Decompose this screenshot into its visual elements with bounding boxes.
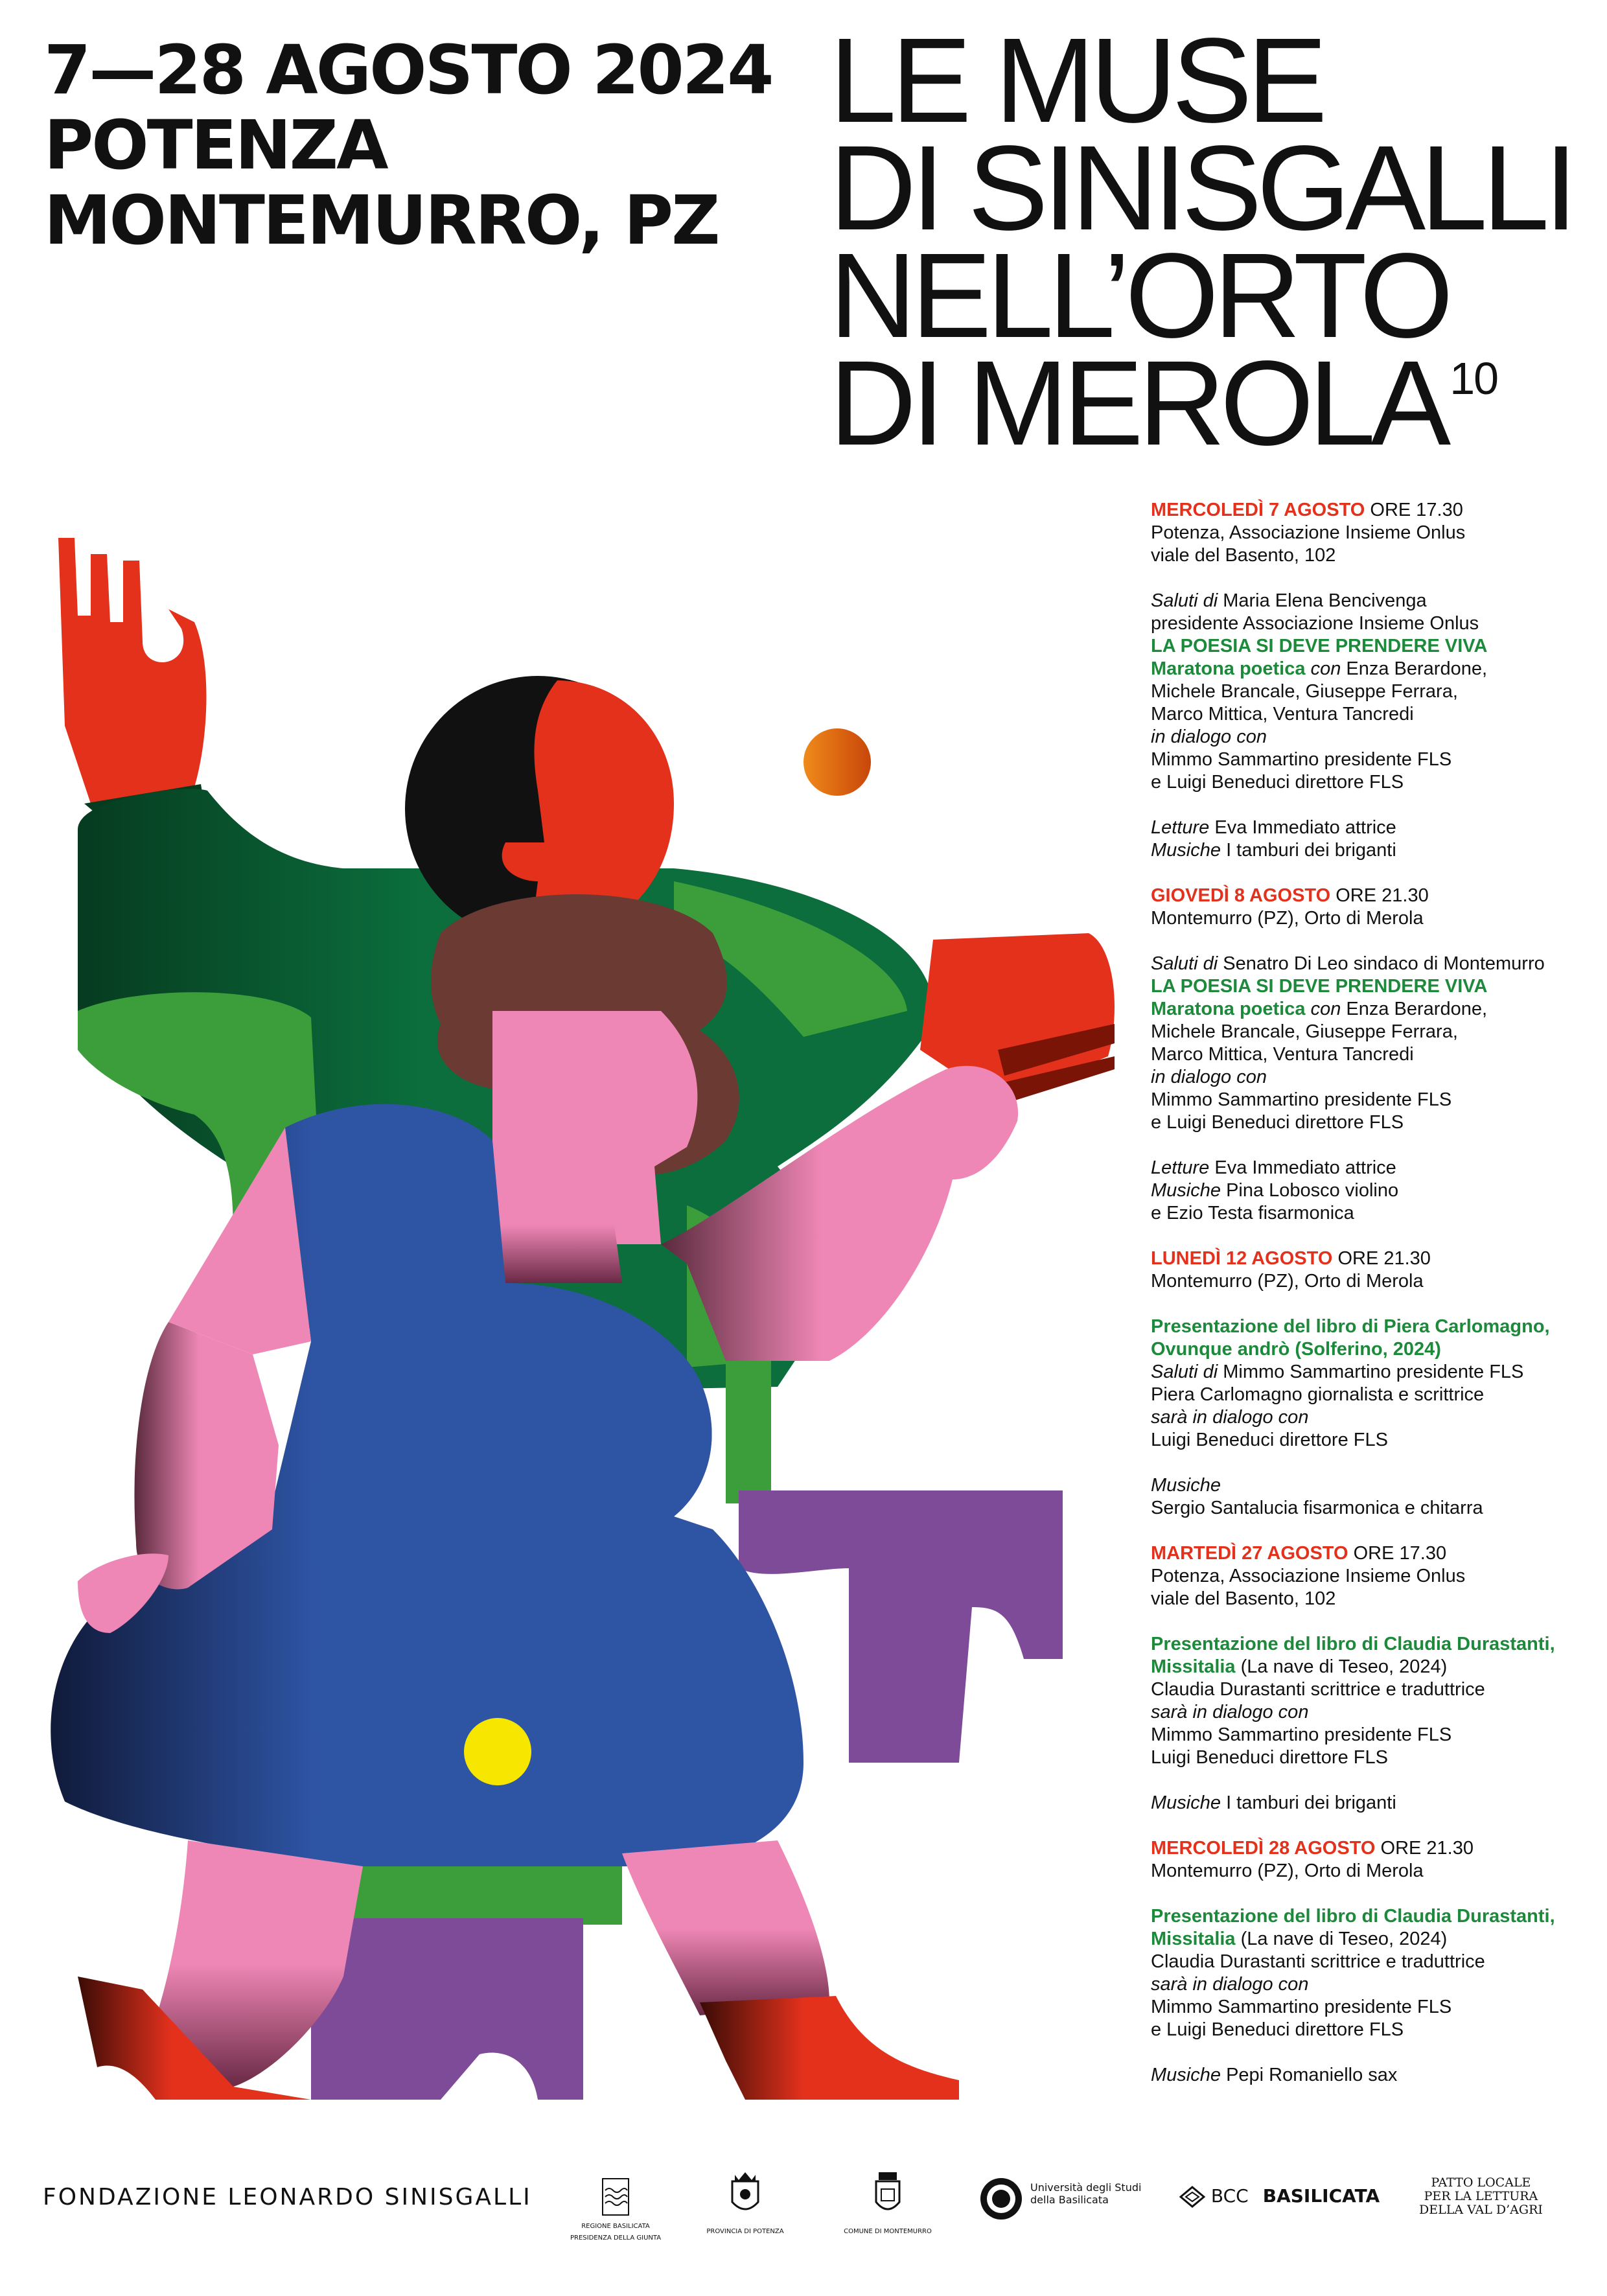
event-time: ORE 21.30 bbox=[1337, 1248, 1431, 1269]
title-line-4 bbox=[829, 336, 1594, 483]
poets-line: Enza Berardone, bbox=[1346, 658, 1488, 679]
bcc-label: BCC bbox=[1210, 2185, 1249, 2207]
guest-name: e Luigi Beneduci bbox=[1151, 1112, 1290, 1133]
author-role: scrittrice e traduttrice bbox=[1310, 1951, 1485, 1972]
poets-line: Marco Mittica, Ventura Tancredi bbox=[1151, 1044, 1414, 1065]
book-presentation: Presentazione del libro di Claudia Durastanti, bbox=[1151, 1634, 1555, 1654]
event-place: Montemurro (PZ), Orto di Merola bbox=[1151, 1271, 1424, 1292]
musiche-label: Musiche bbox=[1151, 1792, 1221, 1813]
musiche-name: Sergio Santalucia bbox=[1151, 1498, 1299, 1518]
dancing-couple-illustration bbox=[39, 518, 1153, 2100]
guest-role: presidente FLS bbox=[1324, 1724, 1452, 1745]
event-address: viale del Basento, 102 bbox=[1151, 545, 1336, 566]
letture-label: Letture bbox=[1151, 817, 1210, 838]
book-presentation: Presentazione del libro di Claudia Durastanti, bbox=[1151, 1906, 1555, 1927]
guest-role: presidente FLS bbox=[1324, 1997, 1452, 2017]
guest-name: Mimmo Sammartino bbox=[1151, 1724, 1319, 1745]
poets-line: Michele Brancale, Giuseppe Ferrara, bbox=[1151, 681, 1458, 702]
comune-montemurro-logo bbox=[836, 2170, 940, 2236]
bcc-mark-icon bbox=[1179, 2186, 1205, 2208]
dialog-label: sarà in dialogo con bbox=[1151, 1702, 1309, 1722]
poets-line: Michele Brancale, Giuseppe Ferrara, bbox=[1151, 1021, 1458, 1042]
event-place: Potenza, Associazione Insieme Onlus bbox=[1151, 1566, 1466, 1586]
title-line-3: NELL’ORTO bbox=[829, 229, 1448, 363]
event-28-agosto bbox=[1151, 1837, 1591, 2087]
comune-label: COMUNE DI MONTEMURRO bbox=[844, 2228, 932, 2235]
con-label: con bbox=[1310, 999, 1341, 1019]
regione-basilicata-logo bbox=[570, 2177, 661, 2242]
guest-role: direttore FLS bbox=[1279, 1430, 1388, 1450]
musiche-name: e Ezio Testa bbox=[1151, 1203, 1253, 1223]
event-dates-block bbox=[44, 32, 822, 258]
title-line-1: LE MUSE bbox=[829, 14, 1323, 148]
guest-name: e Luigi Beneduci bbox=[1151, 2019, 1290, 2040]
event-place: Montemurro (PZ), Orto di Merola bbox=[1151, 1861, 1424, 1881]
author-name: Claudia Durastanti bbox=[1151, 1679, 1306, 1700]
regione-line-2: PRESIDENZA DELLA GIUNTA bbox=[570, 2234, 662, 2242]
guest-name: e Luigi Beneduci bbox=[1151, 772, 1290, 793]
event-date: MERCOLEDÌ 7 AGOSTO bbox=[1151, 500, 1365, 520]
letture-role: attrice bbox=[1345, 817, 1396, 838]
author-role: scrittrice e traduttrice bbox=[1310, 1679, 1485, 1700]
dialog-label: in dialogo con bbox=[1151, 1067, 1267, 1087]
city-name: POTENZA bbox=[44, 106, 387, 185]
date-range: 7—28 AGOSTO 2024 bbox=[44, 30, 772, 110]
universita-line-2: della Basilicata bbox=[1030, 2194, 1109, 2206]
musiche-name: I tamburi dei briganti bbox=[1226, 1792, 1396, 1813]
book-publisher: (La nave di Teseo, 2024) bbox=[1240, 1929, 1448, 1949]
book-title: Ovunque andrò (Solferino, 2024) bbox=[1151, 1339, 1441, 1360]
dialog-label: in dialogo con bbox=[1151, 726, 1267, 747]
yellow-dot bbox=[464, 1718, 531, 1785]
con-label: con bbox=[1310, 658, 1341, 679]
saluti-name: Senatro Di Leo bbox=[1223, 953, 1348, 974]
letture-label: Letture bbox=[1151, 1157, 1210, 1178]
event-8-agosto bbox=[1151, 885, 1591, 1225]
musiche-name: Pina Lobosco bbox=[1226, 1180, 1340, 1201]
maratona-label: Maratona poetica bbox=[1151, 999, 1306, 1019]
event-27-agosto bbox=[1151, 1542, 1591, 1815]
guest-role: direttore FLS bbox=[1295, 1112, 1404, 1133]
musiche-name: I tamburi dei briganti bbox=[1226, 840, 1396, 861]
saluti-name: Maria Elena Bencivenga bbox=[1223, 590, 1427, 611]
bcc-basilicata-logo bbox=[1179, 2185, 1380, 2208]
book-title: Missitalia bbox=[1151, 1656, 1236, 1677]
fondazione-logo-text: FONDAZIONE LEONARDO SINISGALLI bbox=[43, 2184, 532, 2210]
saluti-label: Saluti di bbox=[1151, 953, 1218, 974]
guest-name: Mimmo Sammartino bbox=[1151, 1997, 1319, 2017]
woman-right-shoe bbox=[700, 1996, 959, 2100]
musiche-role: violino bbox=[1345, 1180, 1399, 1201]
musiche-name: Pepi Romaniello bbox=[1226, 2065, 1363, 2085]
author-role: giornalista e scrittrice bbox=[1307, 1384, 1485, 1405]
event-time: ORE 17.30 bbox=[1353, 1543, 1447, 1564]
event-date: GIOVEDÌ 8 AGOSTO bbox=[1151, 885, 1331, 906]
letture-role: attrice bbox=[1345, 1157, 1396, 1178]
comune-crest-icon bbox=[868, 2170, 907, 2221]
sponsors-footer bbox=[0, 2158, 1607, 2262]
provincia-potenza-logo bbox=[700, 2170, 791, 2236]
saluti-label: Saluti di bbox=[1151, 590, 1218, 611]
regione-crest-icon bbox=[601, 2177, 630, 2216]
musiche-role: fisarmonica e chitarra bbox=[1303, 1498, 1483, 1518]
event-7-agosto bbox=[1151, 499, 1591, 862]
universita-line-1: Università degli Studi bbox=[1030, 2181, 1142, 2194]
poets-line: Marco Mittica, Ventura Tancredi bbox=[1151, 704, 1414, 725]
musiche-label: Musiche bbox=[1151, 2065, 1221, 2085]
musiche-role: sax bbox=[1368, 2065, 1398, 2085]
patto-line-2: PER LA LETTURA bbox=[1424, 2189, 1538, 2203]
saluti-role: presidente FLS bbox=[1396, 1362, 1524, 1382]
event-time: ORE 21.30 bbox=[1335, 885, 1429, 906]
guest-role: direttore FLS bbox=[1295, 772, 1404, 793]
event-address: viale del Basento, 102 bbox=[1151, 1588, 1336, 1609]
maratona-label: Maratona poetica bbox=[1151, 658, 1306, 679]
patto-line-1: PATTO LOCALE bbox=[1431, 2175, 1531, 2190]
provincia-label: PROVINCIA DI POTENZA bbox=[706, 2228, 784, 2235]
author-name: Piera Carlomagno bbox=[1151, 1384, 1302, 1405]
saluti-role: presidente Associazione Insieme Onlus bbox=[1151, 613, 1479, 634]
event-place: Montemurro (PZ), Orto di Merola bbox=[1151, 908, 1424, 929]
event-headline: LA POESIA SI DEVE PRENDERE VIVA bbox=[1151, 976, 1488, 997]
event-program bbox=[1151, 499, 1591, 2109]
event-date: MERCOLEDÌ 28 AGOSTO bbox=[1151, 1838, 1376, 1859]
universita-seal-icon bbox=[978, 2176, 1024, 2221]
event-time: ORE 17.30 bbox=[1370, 500, 1463, 520]
saluti-role: sindaco di Montemurro bbox=[1353, 953, 1545, 974]
dialog-label: sarà in dialogo con bbox=[1151, 1974, 1309, 1995]
provincia-crest-icon bbox=[726, 2170, 765, 2221]
guest-role: direttore FLS bbox=[1295, 2019, 1404, 2040]
saluti-label: Saluti di bbox=[1151, 1362, 1218, 1382]
guest-name: Mimmo Sammartino bbox=[1151, 749, 1319, 770]
edition-number: 10 bbox=[1450, 353, 1498, 404]
book-title: Missitalia bbox=[1151, 1929, 1236, 1949]
musiche-label: Musiche bbox=[1151, 1475, 1221, 1496]
title-line-4-text: DI MEROLA bbox=[829, 336, 1446, 470]
guest-role: direttore FLS bbox=[1279, 1747, 1388, 1768]
woman-right-leg bbox=[622, 1840, 829, 2015]
guest-name: Luigi Beneduci bbox=[1151, 1747, 1275, 1768]
letture-name: Eva Immediato bbox=[1214, 817, 1340, 838]
musiche-role: fisarmonica bbox=[1258, 1203, 1354, 1223]
event-headline: LA POESIA SI DEVE PRENDERE VIVA bbox=[1151, 636, 1488, 656]
musiche-label: Musiche bbox=[1151, 1180, 1221, 1201]
patto-lettura-logo bbox=[1419, 2176, 1543, 2217]
patto-line-3: DELLA VAL D’AGRI bbox=[1419, 2203, 1543, 2217]
man-left-shoe bbox=[311, 1918, 583, 2100]
event-date: LUNEDÌ 12 AGOSTO bbox=[1151, 1248, 1333, 1269]
event-place: Potenza, Associazione Insieme Onlus bbox=[1151, 522, 1466, 543]
saluti-name: Mimmo Sammartino bbox=[1223, 1362, 1391, 1382]
guest-name: Luigi Beneduci bbox=[1151, 1430, 1275, 1450]
letture-name: Eva Immediato bbox=[1214, 1157, 1340, 1178]
man-raised-hand bbox=[58, 538, 207, 823]
event-12-agosto bbox=[1151, 1247, 1591, 1520]
author-name: Claudia Durastanti bbox=[1151, 1951, 1306, 1972]
guest-role: presidente FLS bbox=[1324, 1089, 1452, 1110]
book-publisher: (La nave di Teseo, 2024) bbox=[1240, 1656, 1448, 1677]
bcc-region-label: BASILICATA bbox=[1262, 2185, 1380, 2207]
poets-line: Enza Berardone, bbox=[1346, 999, 1488, 1019]
town-name: MONTEMURRO, PZ bbox=[44, 181, 719, 260]
event-date: MARTEDÌ 27 AGOSTO bbox=[1151, 1543, 1348, 1564]
book-presentation: Presentazione del libro di Piera Carlomagno, bbox=[1151, 1316, 1550, 1337]
man-trousers-back bbox=[726, 1361, 771, 1503]
musiche-label: Musiche bbox=[1151, 840, 1221, 861]
event-time: ORE 21.30 bbox=[1380, 1838, 1474, 1859]
orange-ball bbox=[804, 728, 871, 796]
poster-title bbox=[829, 14, 1594, 483]
regione-line-1: REGIONE BASILICATA bbox=[581, 2223, 650, 2230]
guest-role: presidente FLS bbox=[1324, 749, 1452, 770]
guest-name: Mimmo Sammartino bbox=[1151, 1089, 1319, 1110]
universita-logo-text bbox=[1030, 2181, 1141, 2206]
dialog-label: sarà in dialogo con bbox=[1151, 1407, 1309, 1428]
title-line-2: DI SINISGALLI bbox=[829, 121, 1573, 255]
